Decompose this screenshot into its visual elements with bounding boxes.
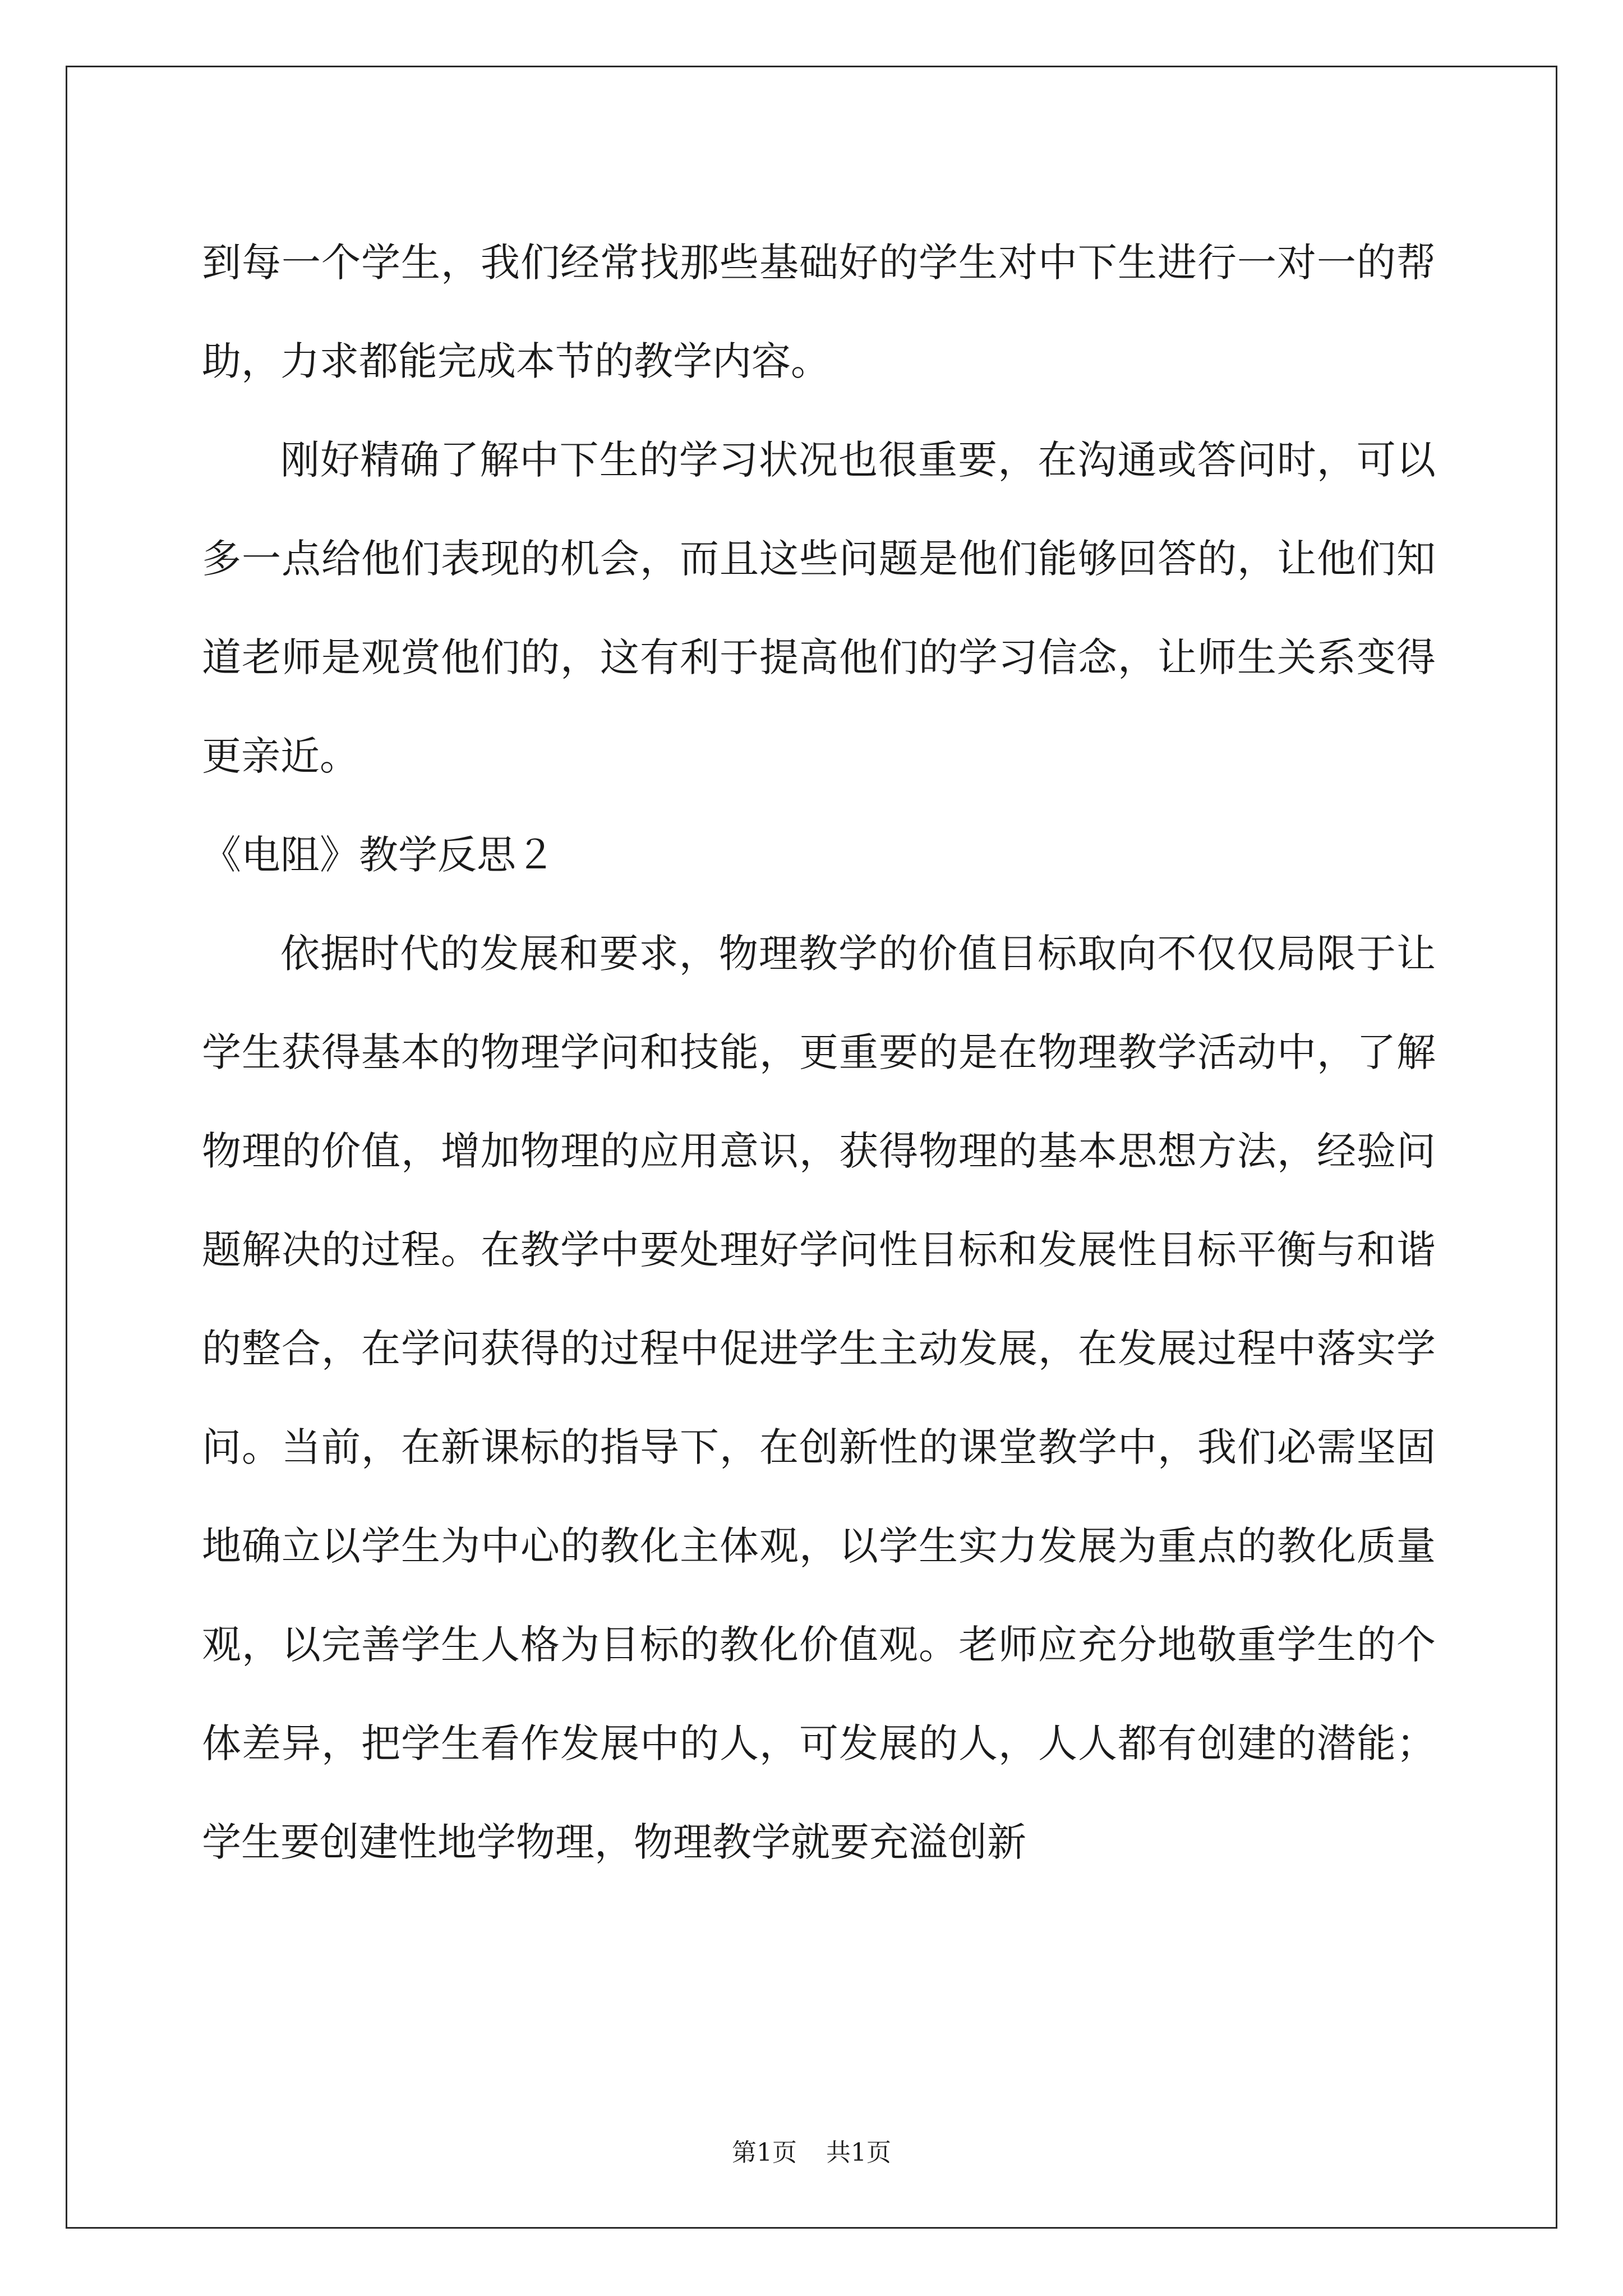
page-number: 第1页 <box>732 2138 797 2167</box>
paragraph-3: 依据时代的发展和要求，物理教学的价值目标取向不仅仅局限于让学生获得基本的物理学问和技能，更重要的是在物理教学活动中，了解物理的价值，增加物理的应用意识，获得物理的基本思想方法，经验问题解决的过程。在教学中要处理好学问性目标和发展性目标平衡与和谐的整合，在学问获得的过程中促进学生主动发展，在发展过程中落实学问。当前，在新课标的指导下，在创新性的课堂教学中，我们必需坚固地确立以学生为中心的教化主体观，以学生实力发展为重点的教化质量观，以完善学生人格为目标的教化价值观。老师应充分地敬重学生的个体差异，把学生看作发展中的人，可发展的人，人人都有创建的潜能；学生要创建性地学物理，物理教学就要充溢创新 <box>202 931 1436 1865</box>
paragraph-1: 到每一个学生，我们经常找那些基础好的学生对中下生进行一对一的帮助，力求都能完成本节的教学内容。 <box>202 240 1436 384</box>
page-total: 共1页 <box>826 2138 891 2167</box>
page-footer <box>0 2136 1623 2170</box>
document-body <box>202 213 1436 1892</box>
paragraph-2: 刚好精确了解中下生的学习状况也很重要，在沟通或答问时，可以多一点给他们表现的机会，而且这些问题是他们能够回答的，让他们知道老师是观赏他们的，这有利于提高他们的学习信念，让师生关系变得更亲近。 <box>202 437 1436 779</box>
section-heading: 《电阻》教学反思２ <box>202 832 555 878</box>
